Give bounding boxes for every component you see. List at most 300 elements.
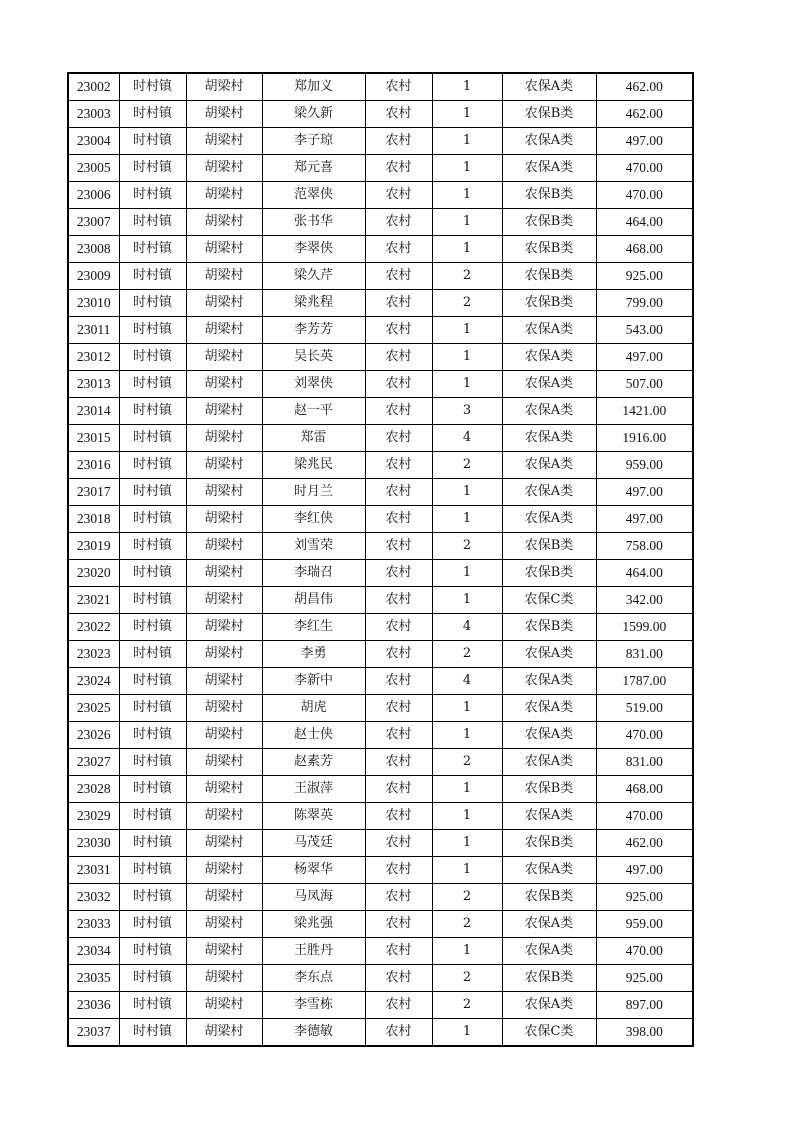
person-count-cell: 1 (432, 479, 502, 506)
village-cell: 胡梁村 (186, 992, 262, 1019)
name-cell: 李红生 (262, 614, 365, 641)
record-id-cell: 23014 (68, 398, 119, 425)
town-cell: 时村镇 (119, 911, 186, 938)
household-type-cell: 农村 (365, 533, 432, 560)
village-cell: 胡梁村 (186, 803, 262, 830)
village-cell: 胡梁村 (186, 749, 262, 776)
record-id-cell: 23032 (68, 884, 119, 911)
person-count-cell: 4 (432, 425, 502, 452)
amount-cell: 468.00 (596, 776, 693, 803)
town-cell: 时村镇 (119, 560, 186, 587)
person-count-cell: 2 (432, 263, 502, 290)
village-cell: 胡梁村 (186, 317, 262, 344)
person-count-cell: 1 (432, 155, 502, 182)
household-type-cell: 农村 (365, 371, 432, 398)
household-type-cell: 农村 (365, 857, 432, 884)
table-row (68, 776, 693, 803)
village-cell: 胡梁村 (186, 641, 262, 668)
table-row (68, 290, 693, 317)
insurance-category-cell: 农保B类 (502, 884, 596, 911)
amount-cell: 497.00 (596, 479, 693, 506)
household-type-cell: 农村 (365, 722, 432, 749)
records-table-body (68, 73, 693, 1046)
amount-cell: 470.00 (596, 803, 693, 830)
amount-cell: 1787.00 (596, 668, 693, 695)
amount-cell: 464.00 (596, 560, 693, 587)
village-cell: 胡梁村 (186, 1019, 262, 1047)
amount-cell: 959.00 (596, 452, 693, 479)
insurance-category-cell: 农保A类 (502, 155, 596, 182)
household-type-cell: 农村 (365, 749, 432, 776)
person-count-cell: 2 (432, 884, 502, 911)
name-cell: 郑雷 (262, 425, 365, 452)
person-count-cell: 1 (432, 695, 502, 722)
table-row (68, 911, 693, 938)
insurance-category-cell: 农保A类 (502, 803, 596, 830)
table-row (68, 73, 693, 101)
insurance-category-cell: 农保A类 (502, 452, 596, 479)
town-cell: 时村镇 (119, 1019, 186, 1047)
household-type-cell: 农村 (365, 317, 432, 344)
table-row (68, 263, 693, 290)
insurance-category-cell: 农保B类 (502, 965, 596, 992)
table-row (68, 128, 693, 155)
table-row (68, 209, 693, 236)
amount-cell: 497.00 (596, 344, 693, 371)
name-cell: 郑加义 (262, 73, 365, 101)
town-cell: 时村镇 (119, 965, 186, 992)
village-cell: 胡梁村 (186, 533, 262, 560)
village-cell: 胡梁村 (186, 614, 262, 641)
amount-cell: 470.00 (596, 182, 693, 209)
amount-cell: 1599.00 (596, 614, 693, 641)
town-cell: 时村镇 (119, 830, 186, 857)
household-type-cell: 农村 (365, 182, 432, 209)
insurance-category-cell: 农保C类 (502, 1019, 596, 1047)
name-cell: 时月兰 (262, 479, 365, 506)
amount-cell: 470.00 (596, 938, 693, 965)
name-cell: 李翠侠 (262, 236, 365, 263)
name-cell: 梁久新 (262, 101, 365, 128)
person-count-cell: 1 (432, 371, 502, 398)
record-id-cell: 23037 (68, 1019, 119, 1047)
village-cell: 胡梁村 (186, 73, 262, 101)
village-cell: 胡梁村 (186, 128, 262, 155)
person-count-cell: 2 (432, 911, 502, 938)
table-row (68, 452, 693, 479)
table-row (68, 614, 693, 641)
household-type-cell: 农村 (365, 263, 432, 290)
household-type-cell: 农村 (365, 506, 432, 533)
table-row (68, 101, 693, 128)
town-cell: 时村镇 (119, 398, 186, 425)
household-type-cell: 农村 (365, 236, 432, 263)
town-cell: 时村镇 (119, 749, 186, 776)
record-id-cell: 23017 (68, 479, 119, 506)
table-row (68, 641, 693, 668)
town-cell: 时村镇 (119, 452, 186, 479)
insurance-category-cell: 农保B类 (502, 209, 596, 236)
town-cell: 时村镇 (119, 938, 186, 965)
table-row (68, 317, 693, 344)
table-row (68, 695, 693, 722)
record-id-cell: 23011 (68, 317, 119, 344)
amount-cell: 831.00 (596, 749, 693, 776)
town-cell: 时村镇 (119, 776, 186, 803)
town-cell: 时村镇 (119, 209, 186, 236)
person-count-cell: 4 (432, 614, 502, 641)
town-cell: 时村镇 (119, 317, 186, 344)
person-count-cell: 2 (432, 290, 502, 317)
name-cell: 杨翠华 (262, 857, 365, 884)
village-cell: 胡梁村 (186, 425, 262, 452)
village-cell: 胡梁村 (186, 344, 262, 371)
name-cell: 王胜丹 (262, 938, 365, 965)
person-count-cell: 1 (432, 587, 502, 614)
village-cell: 胡梁村 (186, 290, 262, 317)
name-cell: 张书华 (262, 209, 365, 236)
table-row (68, 506, 693, 533)
name-cell: 马茂廷 (262, 830, 365, 857)
table-row (68, 587, 693, 614)
name-cell: 范翠侠 (262, 182, 365, 209)
table-row (68, 884, 693, 911)
village-cell: 胡梁村 (186, 452, 262, 479)
village-cell: 胡梁村 (186, 560, 262, 587)
insurance-category-cell: 农保A类 (502, 857, 596, 884)
person-count-cell: 1 (432, 722, 502, 749)
person-count-cell: 1 (432, 1019, 502, 1047)
person-count-cell: 1 (432, 73, 502, 101)
amount-cell: 925.00 (596, 884, 693, 911)
town-cell: 时村镇 (119, 479, 186, 506)
person-count-cell: 1 (432, 182, 502, 209)
name-cell: 李芳芳 (262, 317, 365, 344)
record-id-cell: 23008 (68, 236, 119, 263)
household-type-cell: 农村 (365, 641, 432, 668)
amount-cell: 831.00 (596, 641, 693, 668)
record-id-cell: 23035 (68, 965, 119, 992)
amount-cell: 799.00 (596, 290, 693, 317)
insurance-category-cell: 农保A类 (502, 992, 596, 1019)
household-type-cell: 农村 (365, 398, 432, 425)
record-id-cell: 23029 (68, 803, 119, 830)
table-row (68, 965, 693, 992)
amount-cell: 925.00 (596, 263, 693, 290)
insurance-category-cell: 农保A类 (502, 506, 596, 533)
village-cell: 胡梁村 (186, 938, 262, 965)
name-cell: 李红侠 (262, 506, 365, 533)
village-cell: 胡梁村 (186, 209, 262, 236)
name-cell: 李勇 (262, 641, 365, 668)
record-id-cell: 23005 (68, 155, 119, 182)
insurance-category-cell: 农保B类 (502, 560, 596, 587)
insurance-category-cell: 农保B类 (502, 101, 596, 128)
person-count-cell: 2 (432, 452, 502, 479)
household-type-cell: 农村 (365, 668, 432, 695)
amount-cell: 462.00 (596, 101, 693, 128)
household-type-cell: 农村 (365, 452, 432, 479)
amount-cell: 462.00 (596, 73, 693, 101)
table-row (68, 749, 693, 776)
name-cell: 赵素芳 (262, 749, 365, 776)
name-cell: 刘翠侠 (262, 371, 365, 398)
person-count-cell: 1 (432, 857, 502, 884)
table-row (68, 1019, 693, 1047)
town-cell: 时村镇 (119, 533, 186, 560)
village-cell: 胡梁村 (186, 884, 262, 911)
insurance-category-cell: 农保A类 (502, 749, 596, 776)
village-cell: 胡梁村 (186, 830, 262, 857)
record-id-cell: 23010 (68, 290, 119, 317)
record-id-cell: 23013 (68, 371, 119, 398)
amount-cell: 462.00 (596, 830, 693, 857)
amount-cell: 470.00 (596, 722, 693, 749)
household-type-cell: 农村 (365, 830, 432, 857)
record-id-cell: 23015 (68, 425, 119, 452)
record-id-cell: 23004 (68, 128, 119, 155)
record-id-cell: 23007 (68, 209, 119, 236)
insurance-category-cell: 农保A类 (502, 371, 596, 398)
amount-cell: 497.00 (596, 128, 693, 155)
record-id-cell: 23012 (68, 344, 119, 371)
town-cell: 时村镇 (119, 641, 186, 668)
household-type-cell: 农村 (365, 884, 432, 911)
person-count-cell: 1 (432, 236, 502, 263)
town-cell: 时村镇 (119, 614, 186, 641)
village-cell: 胡梁村 (186, 398, 262, 425)
village-cell: 胡梁村 (186, 155, 262, 182)
name-cell: 梁兆程 (262, 290, 365, 317)
name-cell: 李雪栋 (262, 992, 365, 1019)
name-cell: 赵一平 (262, 398, 365, 425)
name-cell: 胡虎 (262, 695, 365, 722)
records-table (67, 72, 694, 1047)
town-cell: 时村镇 (119, 263, 186, 290)
person-count-cell: 2 (432, 641, 502, 668)
household-type-cell: 农村 (365, 290, 432, 317)
table-row (68, 857, 693, 884)
amount-cell: 342.00 (596, 587, 693, 614)
amount-cell: 543.00 (596, 317, 693, 344)
town-cell: 时村镇 (119, 722, 186, 749)
record-id-cell: 23003 (68, 101, 119, 128)
village-cell: 胡梁村 (186, 236, 262, 263)
household-type-cell: 农村 (365, 1019, 432, 1047)
record-id-cell: 23018 (68, 506, 119, 533)
record-id-cell: 23002 (68, 73, 119, 101)
record-id-cell: 23022 (68, 614, 119, 641)
amount-cell: 464.00 (596, 209, 693, 236)
amount-cell: 468.00 (596, 236, 693, 263)
insurance-category-cell: 农保A类 (502, 641, 596, 668)
table-row (68, 344, 693, 371)
insurance-category-cell: 农保B类 (502, 182, 596, 209)
table-row (68, 992, 693, 1019)
name-cell: 梁久芹 (262, 263, 365, 290)
person-count-cell: 2 (432, 992, 502, 1019)
town-cell: 时村镇 (119, 587, 186, 614)
household-type-cell: 农村 (365, 938, 432, 965)
household-type-cell: 农村 (365, 128, 432, 155)
name-cell: 郑元喜 (262, 155, 365, 182)
amount-cell: 507.00 (596, 371, 693, 398)
person-count-cell: 1 (432, 560, 502, 587)
insurance-category-cell: 农保C类 (502, 587, 596, 614)
insurance-category-cell: 农保A类 (502, 722, 596, 749)
record-id-cell: 23021 (68, 587, 119, 614)
amount-cell: 897.00 (596, 992, 693, 1019)
town-cell: 时村镇 (119, 101, 186, 128)
household-type-cell: 农村 (365, 965, 432, 992)
insurance-category-cell: 农保A类 (502, 128, 596, 155)
person-count-cell: 2 (432, 749, 502, 776)
town-cell: 时村镇 (119, 73, 186, 101)
record-id-cell: 23027 (68, 749, 119, 776)
record-id-cell: 23025 (68, 695, 119, 722)
record-id-cell: 23024 (68, 668, 119, 695)
name-cell: 李新中 (262, 668, 365, 695)
person-count-cell: 1 (432, 101, 502, 128)
amount-cell: 925.00 (596, 965, 693, 992)
household-type-cell: 农村 (365, 803, 432, 830)
record-id-cell: 23023 (68, 641, 119, 668)
table-row (68, 182, 693, 209)
household-type-cell: 农村 (365, 209, 432, 236)
record-id-cell: 23026 (68, 722, 119, 749)
town-cell: 时村镇 (119, 290, 186, 317)
person-count-cell: 1 (432, 344, 502, 371)
table-row (68, 425, 693, 452)
insurance-category-cell: 农保A类 (502, 344, 596, 371)
town-cell: 时村镇 (119, 884, 186, 911)
person-count-cell: 1 (432, 506, 502, 533)
town-cell: 时村镇 (119, 128, 186, 155)
record-id-cell: 23009 (68, 263, 119, 290)
insurance-category-cell: 农保B类 (502, 263, 596, 290)
table-row (68, 371, 693, 398)
name-cell: 李东点 (262, 965, 365, 992)
insurance-category-cell: 农保A类 (502, 479, 596, 506)
insurance-category-cell: 农保B类 (502, 830, 596, 857)
household-type-cell: 农村 (365, 479, 432, 506)
table-row (68, 668, 693, 695)
name-cell: 王淑萍 (262, 776, 365, 803)
household-type-cell: 农村 (365, 992, 432, 1019)
table-row (68, 479, 693, 506)
insurance-category-cell: 农保A类 (502, 398, 596, 425)
person-count-cell: 3 (432, 398, 502, 425)
person-count-cell: 1 (432, 803, 502, 830)
name-cell: 马凤海 (262, 884, 365, 911)
record-id-cell: 23006 (68, 182, 119, 209)
village-cell: 胡梁村 (186, 506, 262, 533)
person-count-cell: 1 (432, 128, 502, 155)
name-cell: 梁兆民 (262, 452, 365, 479)
insurance-category-cell: 农保B类 (502, 614, 596, 641)
amount-cell: 519.00 (596, 695, 693, 722)
amount-cell: 1916.00 (596, 425, 693, 452)
table-row (68, 938, 693, 965)
town-cell: 时村镇 (119, 695, 186, 722)
record-id-cell: 23033 (68, 911, 119, 938)
person-count-cell: 1 (432, 317, 502, 344)
village-cell: 胡梁村 (186, 587, 262, 614)
household-type-cell: 农村 (365, 73, 432, 101)
name-cell: 李子琼 (262, 128, 365, 155)
insurance-category-cell: 农保A类 (502, 695, 596, 722)
table-row (68, 533, 693, 560)
record-id-cell: 23031 (68, 857, 119, 884)
table-row (68, 830, 693, 857)
record-id-cell: 23020 (68, 560, 119, 587)
amount-cell: 497.00 (596, 506, 693, 533)
insurance-category-cell: 农保B类 (502, 533, 596, 560)
insurance-category-cell: 农保A类 (502, 73, 596, 101)
village-cell: 胡梁村 (186, 911, 262, 938)
town-cell: 时村镇 (119, 857, 186, 884)
amount-cell: 470.00 (596, 155, 693, 182)
record-id-cell: 23019 (68, 533, 119, 560)
village-cell: 胡梁村 (186, 776, 262, 803)
town-cell: 时村镇 (119, 344, 186, 371)
household-type-cell: 农村 (365, 587, 432, 614)
town-cell: 时村镇 (119, 803, 186, 830)
town-cell: 时村镇 (119, 182, 186, 209)
person-count-cell: 2 (432, 965, 502, 992)
person-count-cell: 1 (432, 776, 502, 803)
insurance-category-cell: 农保B类 (502, 236, 596, 263)
household-type-cell: 农村 (365, 776, 432, 803)
household-type-cell: 农村 (365, 560, 432, 587)
record-id-cell: 23028 (68, 776, 119, 803)
town-cell: 时村镇 (119, 236, 186, 263)
table-row (68, 560, 693, 587)
town-cell: 时村镇 (119, 992, 186, 1019)
amount-cell: 959.00 (596, 911, 693, 938)
insurance-category-cell: 农保A类 (502, 938, 596, 965)
household-type-cell: 农村 (365, 155, 432, 182)
person-count-cell: 4 (432, 668, 502, 695)
insurance-category-cell: 农保B类 (502, 776, 596, 803)
amount-cell: 1421.00 (596, 398, 693, 425)
household-type-cell: 农村 (365, 614, 432, 641)
village-cell: 胡梁村 (186, 182, 262, 209)
name-cell: 陈翠英 (262, 803, 365, 830)
household-type-cell: 农村 (365, 344, 432, 371)
amount-cell: 497.00 (596, 857, 693, 884)
household-type-cell: 农村 (365, 695, 432, 722)
amount-cell: 758.00 (596, 533, 693, 560)
name-cell: 赵士侠 (262, 722, 365, 749)
village-cell: 胡梁村 (186, 479, 262, 506)
village-cell: 胡梁村 (186, 695, 262, 722)
town-cell: 时村镇 (119, 371, 186, 398)
name-cell: 梁兆强 (262, 911, 365, 938)
name-cell: 吴长英 (262, 344, 365, 371)
village-cell: 胡梁村 (186, 965, 262, 992)
village-cell: 胡梁村 (186, 263, 262, 290)
table-row (68, 236, 693, 263)
record-id-cell: 23036 (68, 992, 119, 1019)
household-type-cell: 农村 (365, 425, 432, 452)
village-cell: 胡梁村 (186, 857, 262, 884)
village-cell: 胡梁村 (186, 668, 262, 695)
name-cell: 李瑞召 (262, 560, 365, 587)
village-cell: 胡梁村 (186, 371, 262, 398)
table-row (68, 155, 693, 182)
amount-cell: 398.00 (596, 1019, 693, 1047)
